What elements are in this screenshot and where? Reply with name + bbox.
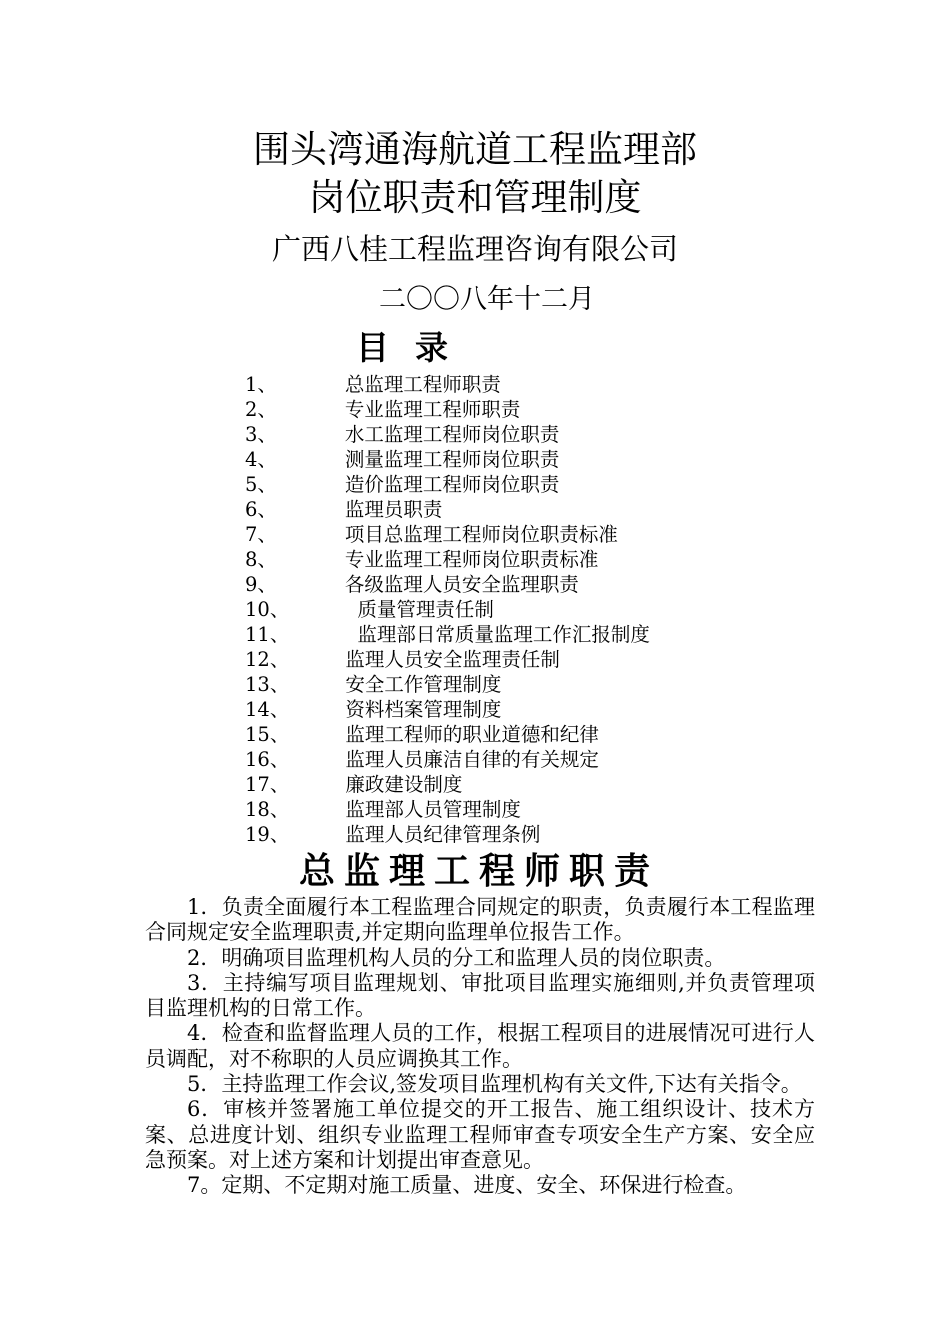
toc-item — [245, 422, 650, 447]
toc-item — [245, 822, 650, 847]
toc-item-number: 3、 — [245, 423, 277, 446]
toc-item-label: 专业监理工程师岗位职责标准 — [344, 548, 599, 571]
toc-item-label: 总监理工程师职责 — [344, 373, 501, 396]
toc-item — [245, 622, 650, 647]
toc-item — [245, 647, 650, 672]
document-title-line1: 围头湾通海航道工程监理部 — [253, 128, 697, 171]
toc-item-label: 质量管理责任制 — [357, 598, 494, 621]
toc-item — [245, 697, 650, 722]
toc-item-label: 水工监理工程师岗位职责 — [344, 423, 560, 446]
toc-item-label: 监理人员廉洁自律的有关规定 — [345, 748, 599, 771]
duty-paragraph: 2．明确项目监理机构人员的分工和监理人员的岗位职责。 — [187, 945, 726, 970]
toc-item-label: 监理人员安全监理责任制 — [345, 648, 560, 671]
toc-item-number: 2、 — [245, 398, 277, 421]
toc-item-number: 19、 — [245, 823, 290, 846]
toc-item-label: 各级监理人员安全监理职责 — [344, 573, 579, 596]
toc-item-number: 16、 — [245, 748, 290, 771]
toc-item-number: 5、 — [245, 473, 277, 496]
toc-item-label: 测量监理工程师岗位职责 — [344, 448, 560, 471]
toc-heading: 目录 — [356, 328, 474, 367]
toc-item-number: 14、 — [245, 698, 290, 721]
duty-paragraph: 6．审核并签署施工单位提交的开工报告、施工组织设计、技术方案、总进度计划、组织专业监理工程师审查专项安全生产方案、安全应急预案。对上述方案和计划提出审查意见。 — [145, 1097, 815, 1172]
toc-item-number: 10、 — [245, 598, 290, 621]
toc-item — [245, 747, 650, 772]
toc-item-number: 1、 — [245, 373, 277, 396]
toc-item-label: 监理部日常质量监理工作汇报制度 — [357, 623, 650, 646]
toc-item — [245, 547, 650, 572]
toc-item-number: 11、 — [245, 623, 290, 646]
toc-item-number: 4、 — [245, 448, 277, 471]
section-title: 总监理工程师职责 — [298, 850, 659, 892]
toc-item-label: 专业监理工程师职责 — [344, 398, 521, 421]
toc-item-label: 资料档案管理制度 — [345, 698, 502, 721]
toc-item-number: 13、 — [245, 673, 290, 696]
toc-item-label: 项目总监理工程师岗位职责标准 — [344, 523, 618, 546]
toc-item — [245, 522, 650, 547]
toc-item-number: 7、 — [245, 523, 277, 546]
duty-paragraph: 5．主持监理工作会议,签发项目监理机构有关文件,下达有关指令。 — [187, 1072, 802, 1097]
toc-item — [245, 497, 650, 522]
toc-item-label: 监理员职责 — [344, 498, 443, 521]
toc-item — [245, 722, 650, 747]
toc-item-label: 廉政建设制度 — [345, 773, 463, 796]
toc-item — [245, 672, 650, 697]
toc-item-label: 安全工作管理制度 — [345, 673, 502, 696]
toc-item — [245, 447, 650, 472]
toc-item-number: 9、 — [245, 573, 277, 596]
section-body — [145, 895, 815, 1199]
toc-item — [245, 772, 650, 797]
document-title-line2: 岗位职责和管理制度 — [308, 176, 642, 219]
toc-item — [245, 797, 650, 822]
toc-item — [245, 572, 650, 597]
document-date: 二〇〇八年十二月 — [379, 284, 595, 315]
toc-item-label: 监理工程师的职业道德和纪律 — [345, 723, 599, 746]
duty-paragraph: 1．负责全面履行本工程监理合同规定的职责，负责履行本工程监理合同规定安全监理职责,并定期向监理单位报告工作。 — [145, 895, 815, 945]
toc-item-number: 8、 — [245, 548, 277, 571]
toc-item-number: 15、 — [245, 723, 290, 746]
toc-item — [245, 397, 650, 422]
toc-item — [245, 372, 650, 397]
company-name: 广西八桂工程监理咨询有限公司 — [271, 232, 678, 266]
table-of-contents — [245, 372, 650, 847]
duty-paragraph: 4．检查和监督监理人员的工作，根据工程项目的进展情况可进行人员调配，对不称职的人员应调换其工作。 — [145, 1021, 815, 1071]
toc-item-label: 监理人员纪律管理条例 — [345, 823, 541, 846]
toc-item-number: 18、 — [245, 798, 290, 821]
toc-item — [245, 597, 650, 622]
toc-item-number: 12、 — [245, 648, 290, 671]
toc-item — [245, 472, 650, 497]
toc-item-label: 造价监理工程师岗位职责 — [344, 473, 560, 496]
toc-item-label: 监理部人员管理制度 — [345, 798, 521, 821]
duty-paragraph: 3．主持编写项目监理规划、审批项目监理实施细则,并负责管理项目监理机构的日常工作。 — [145, 970, 815, 1021]
toc-item-number: 6、 — [245, 498, 277, 521]
toc-item-number: 17、 — [245, 773, 290, 796]
duty-paragraph: 7。定期、不定期对施工质量、进度、安全、环保进行检查。 — [187, 1173, 747, 1198]
